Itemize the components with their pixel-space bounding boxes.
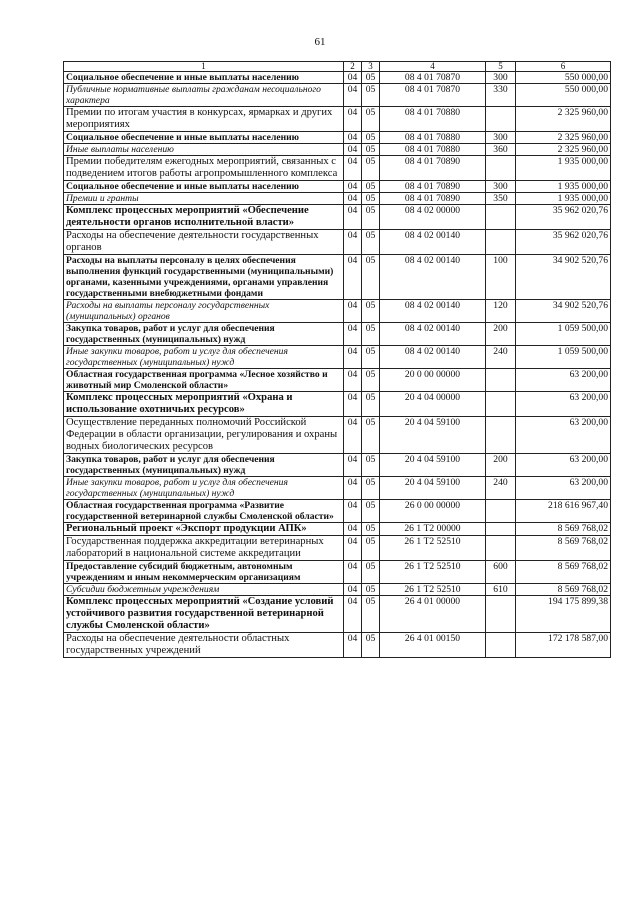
table-row [64,230,611,255]
row-section-cell: 04 [344,193,362,205]
row-section-cell: 04 [344,369,362,392]
row-section-cell: 04 [344,523,362,536]
row-amount-cell: 550 000,00 [516,84,611,107]
row-name-cell: Осуществление переданных полномочий Российской Федерации в области организации, регулирования и охраны водных биологических ресурсов [64,417,344,454]
row-amount-cell: 1 935 000,00 [516,156,611,181]
row-section-cell: 04 [344,300,362,323]
row-expense-type-cell: 330 [486,84,516,107]
row-section-cell: 04 [344,107,362,132]
table-row [64,156,611,181]
row-name-cell: Социальное обеспечение и иные выплаты населению [64,181,344,193]
row-amount-cell: 63 200,00 [516,417,611,454]
row-name-cell: Премии по итогам участия в конкурсах, ярмарках и других мероприятиях [64,107,344,132]
row-target-code-cell: 26 1 Т2 52510 [380,536,486,561]
header-row [64,62,611,72]
table-header [64,62,611,72]
table-row [64,477,611,500]
row-section-cell: 04 [344,633,362,658]
page-number: 61 [314,36,326,48]
row-amount-cell: 2 325 960,00 [516,132,611,144]
row-name-cell: Социальное обеспечение и иные выплаты населению [64,72,344,84]
row-target-code-cell: 08 4 01 70890 [380,181,486,193]
table-row [64,323,611,346]
table-row [64,181,611,193]
row-amount-cell: 63 200,00 [516,477,611,500]
row-expense-type-cell [486,500,516,523]
row-amount-cell: 8 569 768,02 [516,561,611,584]
row-expense-type-cell [486,156,516,181]
table-row [64,346,611,369]
row-expense-type-cell: 100 [486,255,516,300]
row-expense-type-cell: 350 [486,193,516,205]
row-expense-type-cell: 240 [486,477,516,500]
row-expense-type-cell [486,392,516,417]
row-subsection-cell: 05 [362,323,380,346]
row-name-cell: Премии и гранты [64,193,344,205]
row-name-cell: Премии победителям ежегодных мероприятий, связанных с подведением итогов работы агропромышленного комплекса [64,156,344,181]
row-name-cell: Закупка товаров, работ и услуг для обеспечения государственных (муниципальных) нужд [64,323,344,346]
row-name-cell: Иные выплаты населению [64,144,344,156]
row-target-code-cell: 08 4 02 00140 [380,323,486,346]
row-subsection-cell: 05 [362,536,380,561]
row-name-cell: Субсидии бюджетным учреждениям [64,584,344,596]
table-row [64,536,611,561]
row-section-cell: 04 [344,144,362,156]
row-section-cell: 04 [344,500,362,523]
table-row [64,500,611,523]
row-subsection-cell: 05 [362,584,380,596]
row-section-cell: 04 [344,596,362,633]
table-row [64,84,611,107]
row-target-code-cell: 26 0 00 00000 [380,500,486,523]
row-amount-cell: 35 962 020,76 [516,205,611,230]
row-name-cell: Государственная поддержка аккредитации ветеринарных лабораторий в национальной системе аккредитации [64,536,344,561]
row-expense-type-cell: 240 [486,346,516,369]
row-target-code-cell: 20 4 04 59100 [380,477,486,500]
row-amount-cell: 63 200,00 [516,392,611,417]
header-col-2: 2 [344,62,362,72]
header-col-3: 3 [362,62,380,72]
row-target-code-cell: 20 4 04 00000 [380,392,486,417]
row-section-cell: 04 [344,536,362,561]
row-subsection-cell: 05 [362,596,380,633]
row-subsection-cell: 05 [362,417,380,454]
row-expense-type-cell [486,596,516,633]
row-name-cell: Расходы на выплаты персоналу в целях обеспечения выполнения функций государственными (муниципальными) органами, казенными учреждениями, органами управления государственными внебюджетными фондами [64,255,344,300]
row-name-cell: Комплекс процессных мероприятий «Обеспечение деятельности органов исполнительной власти» [64,205,344,230]
row-expense-type-cell: 300 [486,181,516,193]
row-amount-cell: 8 569 768,02 [516,584,611,596]
row-expense-type-cell [486,417,516,454]
row-expense-type-cell [486,205,516,230]
row-subsection-cell: 05 [362,346,380,369]
table-row [64,193,611,205]
row-section-cell: 04 [344,156,362,181]
table-row [64,72,611,84]
row-expense-type-cell [486,369,516,392]
row-amount-cell: 34 902 520,76 [516,300,611,323]
row-expense-type-cell [486,536,516,561]
row-name-cell: Областная государственная программа «Развитие государственной ветеринарной службы Смоленской области» [64,500,344,523]
row-expense-type-cell: 200 [486,454,516,477]
row-subsection-cell: 05 [362,523,380,536]
row-target-code-cell: 08 4 01 70890 [380,156,486,181]
row-target-code-cell: 08 4 01 70870 [380,72,486,84]
row-amount-cell: 34 902 520,76 [516,255,611,300]
row-name-cell: Иные закупки товаров, работ и услуг для обеспечения государственных (муниципальных) нужд [64,477,344,500]
row-amount-cell: 1 935 000,00 [516,193,611,205]
row-target-code-cell: 20 4 04 59100 [380,417,486,454]
row-subsection-cell: 05 [362,156,380,181]
row-expense-type-cell: 120 [486,300,516,323]
row-section-cell: 04 [344,477,362,500]
table-row [64,300,611,323]
row-section-cell: 04 [344,417,362,454]
budget-table [63,61,611,658]
row-target-code-cell: 08 4 01 70880 [380,132,486,144]
table-row [64,144,611,156]
row-target-code-cell: 20 0 00 00000 [380,369,486,392]
row-target-code-cell: 08 4 02 00140 [380,300,486,323]
row-target-code-cell: 26 1 Т2 52510 [380,561,486,584]
row-name-cell: Комплекс процессных мероприятий «Создание условий устойчивого развития государственной ветеринарной службы Смоленской области» [64,596,344,633]
row-expense-type-cell [486,107,516,132]
row-target-code-cell: 08 4 01 70880 [380,107,486,132]
row-target-code-cell: 08 4 02 00140 [380,346,486,369]
row-section-cell: 04 [344,84,362,107]
header-col-1: 1 [64,62,344,72]
row-target-code-cell: 26 4 01 00000 [380,596,486,633]
row-name-cell: Областная государственная программа «Лесное хозяйство и животный мир Смоленской области» [64,369,344,392]
row-target-code-cell: 26 1 Т2 52510 [380,584,486,596]
row-section-cell: 04 [344,230,362,255]
row-amount-cell: 550 000,00 [516,72,611,84]
row-name-cell: Публичные нормативные выплаты гражданам несоциального характера [64,84,344,107]
row-name-cell: Расходы на выплаты персоналу государственных (муниципальных) органов [64,300,344,323]
table-row [64,132,611,144]
table-row [64,596,611,633]
row-expense-type-cell [486,633,516,658]
table-row [64,392,611,417]
row-subsection-cell: 05 [362,84,380,107]
row-subsection-cell: 05 [362,72,380,84]
header-col-6: 6 [516,62,611,72]
table-row [64,417,611,454]
row-expense-type-cell [486,230,516,255]
table-row [64,205,611,230]
header-col-4: 4 [380,62,486,72]
row-section-cell: 04 [344,454,362,477]
table-row [64,523,611,536]
row-name-cell: Предоставление субсидий бюджетным, автономным учреждениям и иным некоммерческим организациям [64,561,344,584]
row-expense-type-cell: 300 [486,72,516,84]
row-target-code-cell: 26 1 Т2 00000 [380,523,486,536]
row-expense-type-cell: 600 [486,561,516,584]
row-section-cell: 04 [344,561,362,584]
row-subsection-cell: 05 [362,205,380,230]
header-col-5: 5 [486,62,516,72]
row-subsection-cell: 05 [362,477,380,500]
row-target-code-cell: 08 4 01 70870 [380,84,486,107]
row-subsection-cell: 05 [362,181,380,193]
row-target-code-cell: 08 4 02 00140 [380,255,486,300]
row-amount-cell: 1 059 500,00 [516,346,611,369]
row-amount-cell: 1 059 500,00 [516,323,611,346]
row-amount-cell: 218 616 967,40 [516,500,611,523]
row-target-code-cell: 08 4 02 00140 [380,230,486,255]
row-amount-cell: 2 325 960,00 [516,144,611,156]
row-section-cell: 04 [344,181,362,193]
row-subsection-cell: 05 [362,193,380,205]
table-row [64,561,611,584]
row-subsection-cell: 05 [362,454,380,477]
row-subsection-cell: 05 [362,144,380,156]
row-subsection-cell: 05 [362,369,380,392]
row-name-cell: Региональный проект «Экспорт продукции АПК» [64,523,344,536]
row-amount-cell: 8 569 768,02 [516,523,611,536]
row-name-cell: Расходы на обеспечение деятельности областных государственных учреждений [64,633,344,658]
row-expense-type-cell: 300 [486,132,516,144]
row-section-cell: 04 [344,346,362,369]
row-target-code-cell: 08 4 02 00000 [380,205,486,230]
row-section-cell: 04 [344,205,362,230]
row-amount-cell: 8 569 768,02 [516,536,611,561]
row-subsection-cell: 05 [362,255,380,300]
row-amount-cell: 194 175 899,38 [516,596,611,633]
row-subsection-cell: 05 [362,107,380,132]
row-subsection-cell: 05 [362,500,380,523]
row-subsection-cell: 05 [362,561,380,584]
row-expense-type-cell: 610 [486,584,516,596]
row-expense-type-cell [486,523,516,536]
row-name-cell: Расходы на обеспечение деятельности государственных органов [64,230,344,255]
row-target-code-cell: 08 4 01 70880 [380,144,486,156]
row-subsection-cell: 05 [362,633,380,658]
table-row [64,454,611,477]
row-section-cell: 04 [344,584,362,596]
row-name-cell: Социальное обеспечение и иные выплаты населению [64,132,344,144]
row-amount-cell: 35 962 020,76 [516,230,611,255]
row-subsection-cell: 05 [362,230,380,255]
row-name-cell: Иные закупки товаров, работ и услуг для обеспечения государственных (муниципальных) нужд [64,346,344,369]
row-section-cell: 04 [344,132,362,144]
table-row [64,369,611,392]
table-row [64,633,611,658]
row-target-code-cell: 26 4 01 00150 [380,633,486,658]
row-target-code-cell: 20 4 04 59100 [380,454,486,477]
row-subsection-cell: 05 [362,132,380,144]
table-body [64,72,611,658]
row-section-cell: 04 [344,72,362,84]
row-expense-type-cell: 200 [486,323,516,346]
table-row [64,107,611,132]
row-amount-cell: 172 178 587,00 [516,633,611,658]
row-amount-cell: 63 200,00 [516,454,611,477]
row-amount-cell: 1 935 000,00 [516,181,611,193]
table-row [64,584,611,596]
row-name-cell: Закупка товаров, работ и услуг для обеспечения государственных (муниципальных) нужд [64,454,344,477]
row-subsection-cell: 05 [362,300,380,323]
row-subsection-cell: 05 [362,392,380,417]
row-section-cell: 04 [344,323,362,346]
row-section-cell: 04 [344,255,362,300]
row-amount-cell: 2 325 960,00 [516,107,611,132]
row-name-cell: Комплекс процессных мероприятий «Охрана и использование охотничьих ресурсов» [64,392,344,417]
row-target-code-cell: 08 4 01 70890 [380,193,486,205]
row-section-cell: 04 [344,392,362,417]
row-amount-cell: 63 200,00 [516,369,611,392]
row-expense-type-cell: 360 [486,144,516,156]
table-row [64,255,611,300]
